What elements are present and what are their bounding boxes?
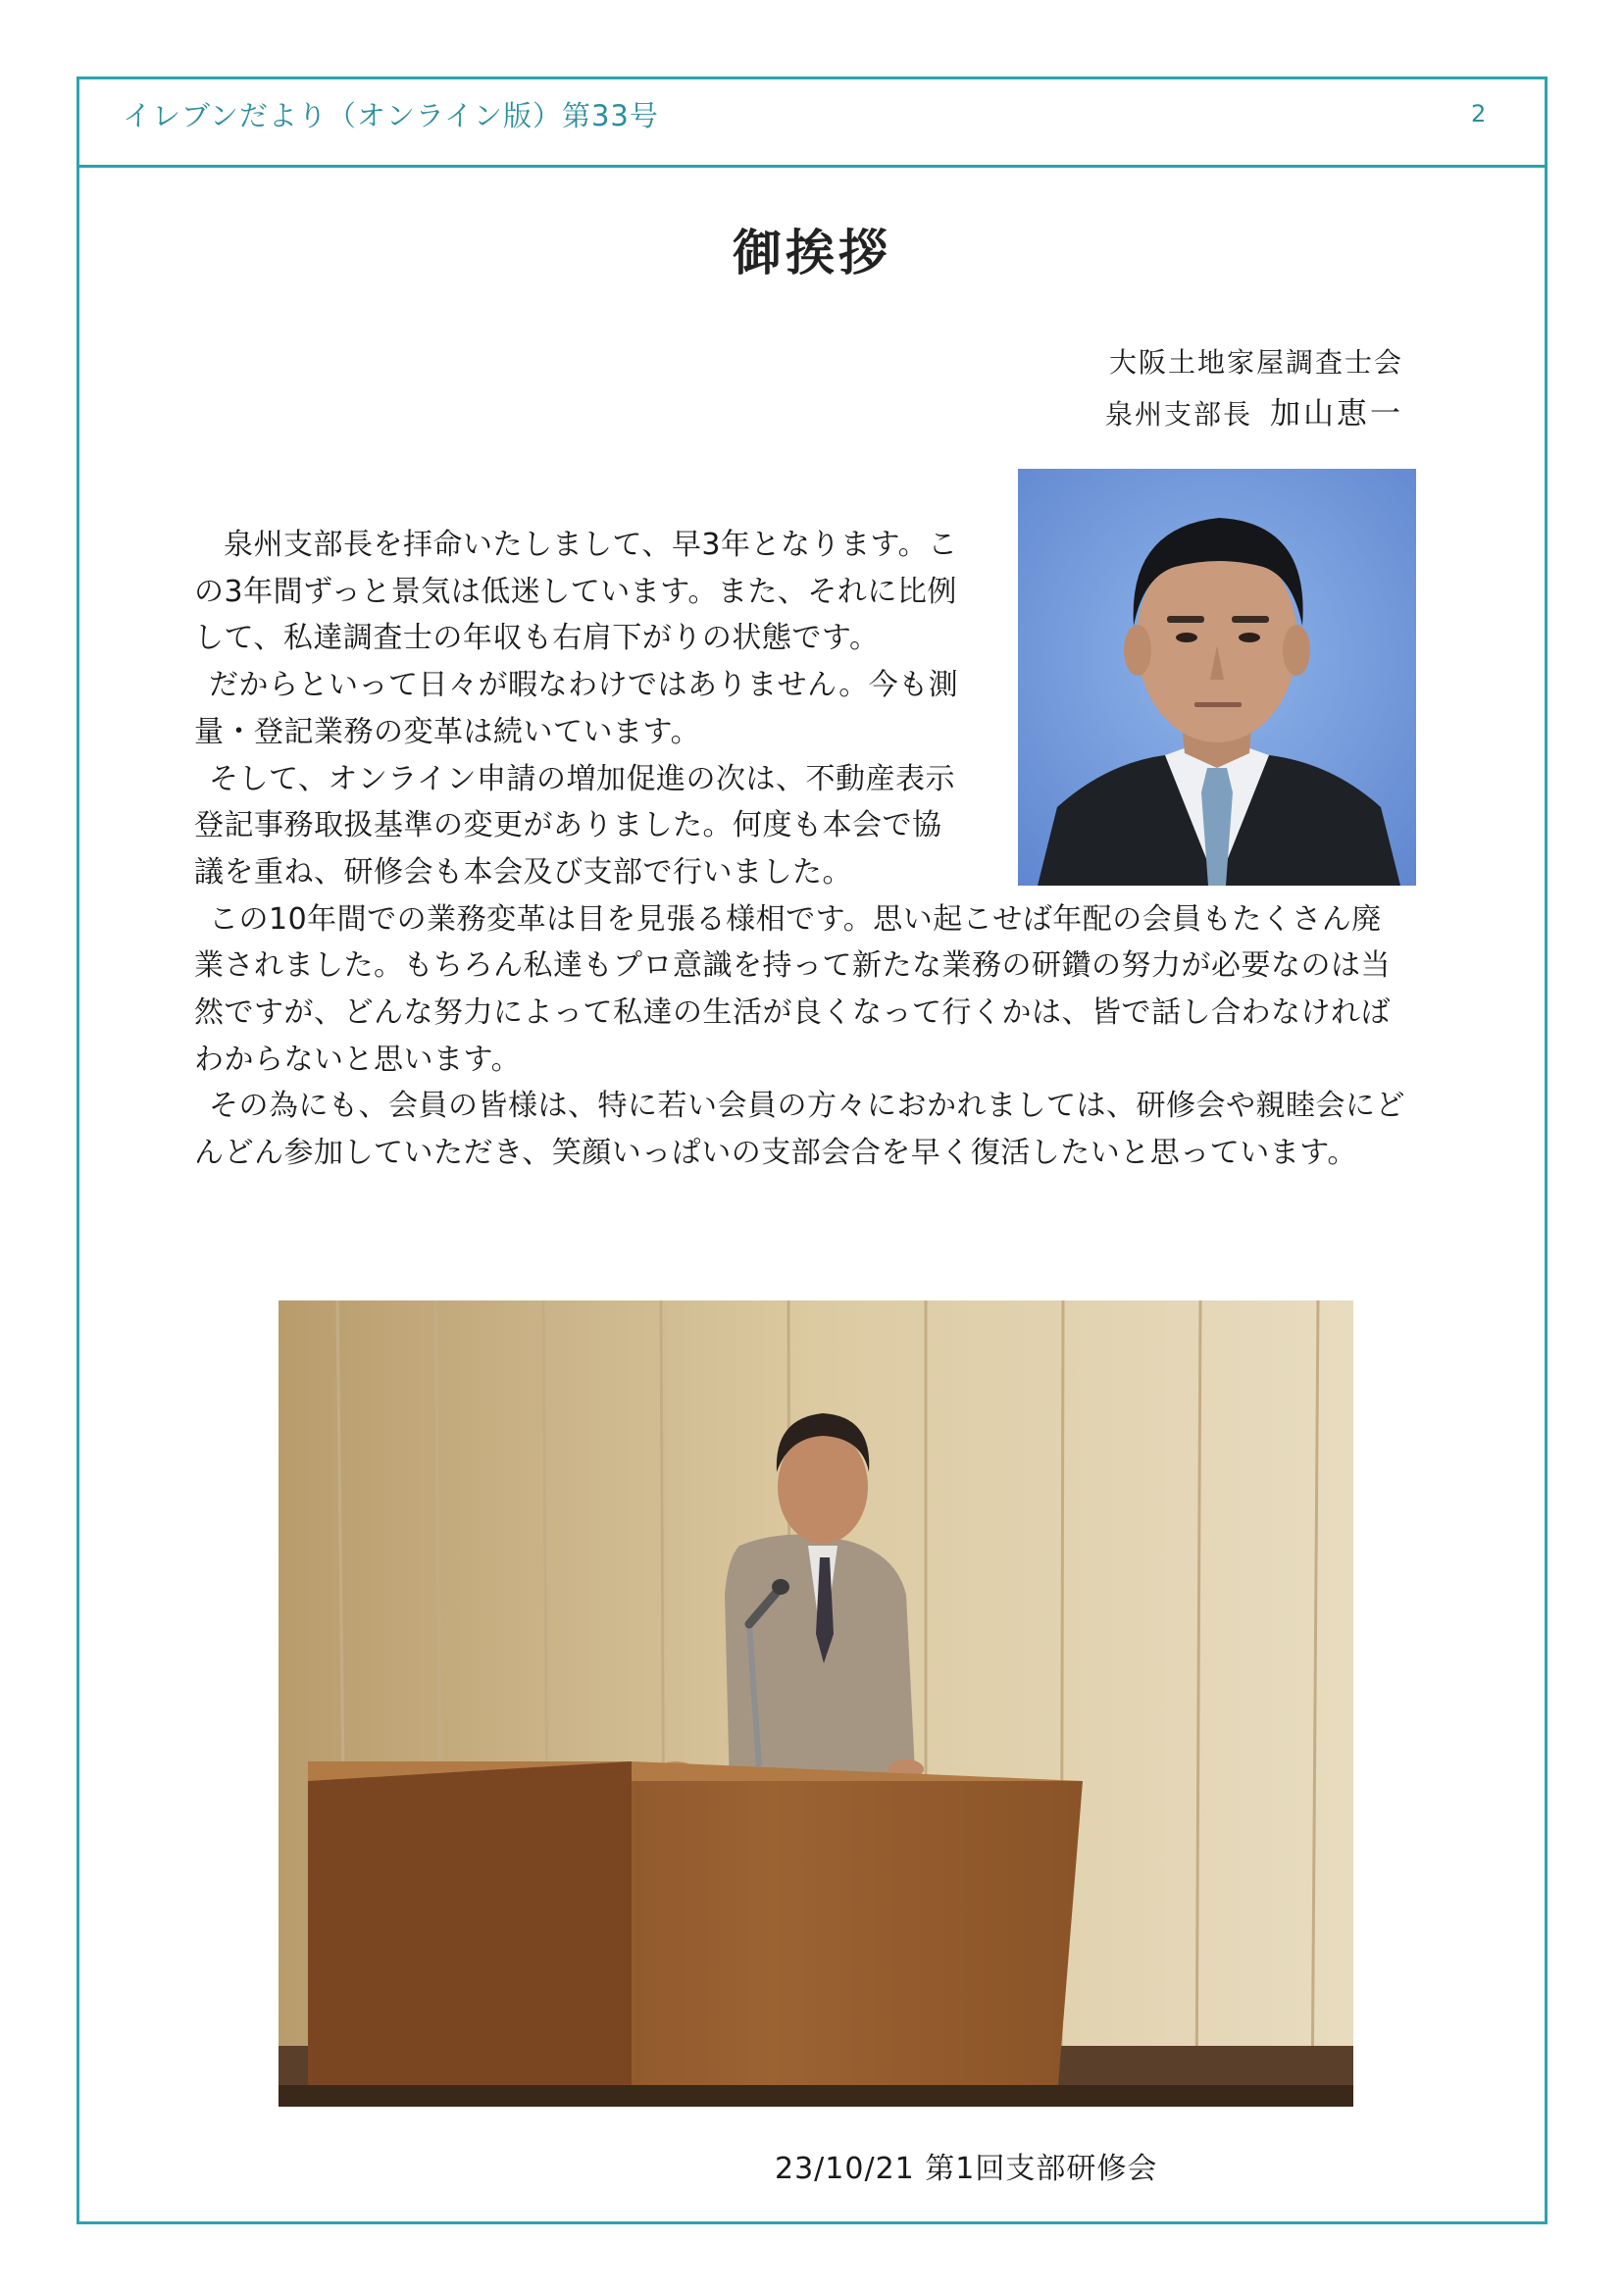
author-name: 加山恵一 bbox=[1270, 396, 1403, 432]
paragraph: そして、オンライン申請の増加促進の次は、不動産表示登記事務取扱基準の変更がありました。何度も本会で協議を重ね、研修会も本会及び支部で行いました。 bbox=[194, 761, 955, 890]
author-role: 泉州支部長 bbox=[1104, 398, 1252, 431]
header-divider bbox=[76, 165, 1548, 168]
photo-caption: 23/10/21 第1回支部研修会 bbox=[775, 2152, 1158, 2186]
article-title: 御挨拶 bbox=[733, 225, 891, 281]
newsletter-title: イレブンだより（オンライン版）第33号 bbox=[123, 99, 659, 132]
paragraph: だからといって日々が暇なわけではありません。今も測量・登記業務の変革は続いています。 bbox=[194, 668, 959, 749]
author-line bbox=[1105, 388, 1403, 433]
page-number: 2 bbox=[1471, 100, 1487, 127]
paragraph: 泉州支部長を拝命いたしまして、早3年となります。この3年間ずっと景気は低迷しています。また、それに比例して、私達調査士の年収も右肩下がりの状態です。 bbox=[194, 528, 958, 656]
paragraph: その為にも、会員の皆様は、特に若い会員の方々におかれましては、研修会や親睦会にどんどん参加していただき、笑顔いっぱいの支部会合を早く復活したいと思っています。 bbox=[194, 1089, 1405, 1171]
article-body bbox=[194, 522, 1410, 1177]
event-photo bbox=[279, 1300, 1353, 2107]
paragraph: この10年間での業務変革は目を見張る様相です。思い起こせば年配の会員もたくさん廃業されました。もちろん私達もプロ意識を持って新たな業務の研鑽の努力が必要なのは当然ですが、どんな努力によって私達の生活が良くなって行くかは、皆で話し合わなければわからないと思います。 bbox=[194, 901, 1391, 1077]
organization-name: 大阪土地家屋調査士会 bbox=[1108, 346, 1403, 379]
